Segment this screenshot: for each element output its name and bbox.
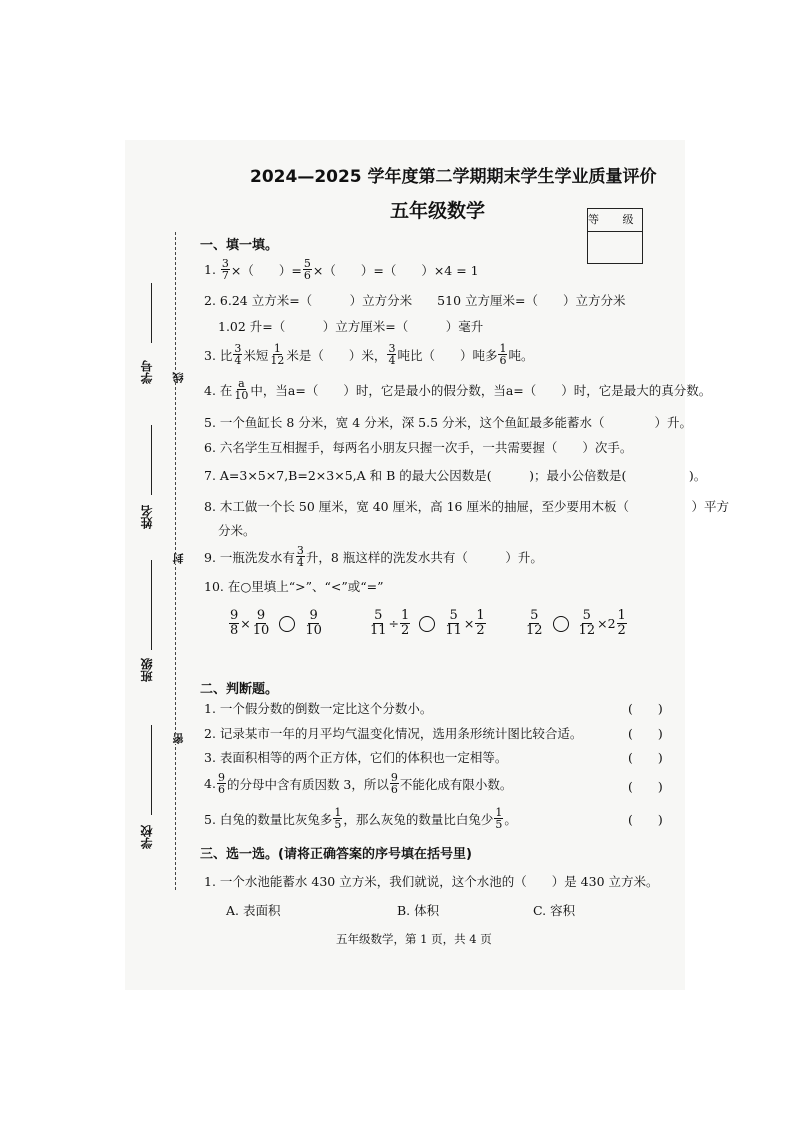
j4-fraction-2: [390, 772, 399, 795]
q10c-f3-numerator: 1: [617, 608, 626, 623]
j4-num: 4.: [204, 776, 216, 791]
q4-num: 4. 在: [204, 382, 233, 398]
q10b-f1-numerator: 5: [374, 608, 383, 623]
judge-4-answer[interactable]: ( ): [628, 779, 663, 794]
q10a-answer-circle[interactable]: [279, 616, 295, 632]
q10b-f2-denominator: 2: [401, 623, 410, 638]
question-2a: 2. 6.24 立方米=（ ）立方分米 510 立方厘米=（ ）立方分米: [204, 293, 626, 308]
q3-fraction-1: [233, 343, 242, 366]
choice-1-option-b[interactable]: B. 体积: [397, 903, 440, 918]
q10c-operator: ×2: [597, 616, 616, 631]
question-9: [204, 545, 543, 568]
j4-f1-numerator: 9: [217, 771, 225, 784]
judge-2-answer[interactable]: ( ): [628, 726, 663, 741]
grade-box: [587, 208, 643, 264]
q9-rest: 升，8 瓶这样的洗发水共有（ ）升。: [305, 549, 543, 565]
student-id-line: [151, 283, 152, 343]
q3-text-3: 吨比（ ）吨多: [397, 347, 498, 363]
j4-text-2: 不能化成有限小数。: [399, 776, 513, 792]
j5-fraction-2: [494, 807, 503, 830]
section-2-heading: 二、判断题。: [200, 682, 279, 697]
q10a-f2-denominator: 10: [252, 623, 270, 638]
school-line: [151, 725, 152, 815]
q10b-fraction-4: [475, 609, 485, 638]
choice-1-option-c[interactable]: C. 容积: [533, 903, 576, 918]
q10a-operator: ×: [240, 616, 251, 631]
q10b-f2-numerator: 1: [401, 608, 410, 623]
question-6: 6. 六名学生互相握手，每两名小朋友只握一次手，一共需要握（ ）次手。: [204, 440, 633, 455]
question-7: 7. A=3×5×7,B=2×3×5,A 和 B 的最大公因数是( )；最小公倍数是( )。: [204, 468, 707, 483]
judge-5: [204, 807, 517, 830]
q10a-f3-numerator: 9: [309, 608, 318, 623]
q10c-f1-denominator: 12: [526, 623, 543, 638]
q10a-fraction-1: [229, 609, 239, 638]
q10a-f1-denominator: 8: [230, 623, 239, 638]
q10-compare-b: [368, 609, 487, 638]
judge-3: 3. 表面积相等的两个正方体，它们的体积也一定相等。: [204, 750, 508, 765]
q10b-f3-denominator: 11: [445, 623, 462, 638]
j5-text-2: ，那么灰兔的数量比白兔少: [343, 811, 494, 827]
q10a-f3-denominator: 10: [305, 623, 322, 638]
q3-fraction-4: [498, 343, 507, 366]
q4-fraction: [233, 378, 249, 401]
q10b-f1-denominator: 11: [370, 623, 387, 638]
judge-2: 2. 记录某市一年的月平均气温变化情况，选用条形统计图比较合适。: [204, 726, 583, 741]
class-label: 班级: [140, 658, 154, 682]
student-id-label: 学号: [140, 360, 154, 384]
q1-f2-denominator: 6: [303, 269, 311, 282]
question-1: [204, 258, 479, 281]
j5-f1-denominator: 5: [334, 818, 342, 831]
q9-f-denominator: 4: [296, 556, 304, 569]
question-8a: 8. 木工做一个长 50 厘米，宽 40 厘米，高 16 厘米的抽屉，至少要用木板（ ）平方: [204, 499, 729, 514]
judge-4: [204, 772, 512, 795]
q1-num: 1.: [204, 262, 216, 277]
q10b-f3-numerator: 5: [449, 608, 458, 623]
q10a-f1-numerator: 9: [230, 608, 239, 623]
q10b-fraction-1: [369, 609, 388, 638]
q1-mid: ×（ ）=: [230, 262, 302, 278]
question-2b: 1.02 升=（ ）立方厘米=（ ）毫升: [218, 319, 484, 334]
q3-text-1: 米短: [243, 347, 269, 363]
j4-f1-denominator: 6: [217, 783, 225, 796]
q1-fraction-2: [303, 258, 312, 281]
q3-num: 3. 比: [204, 347, 233, 363]
q10c-f2-denominator: 12: [578, 623, 596, 638]
seal-mark-seal: 封: [172, 553, 185, 564]
q3-f1-denominator: 4: [234, 354, 242, 367]
j5-f2-denominator: 5: [495, 818, 503, 831]
q10-compare-a: [228, 609, 324, 638]
class-line: [151, 560, 152, 650]
judge-3-answer[interactable]: ( ): [628, 750, 663, 765]
q10c-fraction-3: [617, 609, 627, 638]
q10c-fraction-2: [578, 609, 597, 638]
j4-f2-numerator: 9: [390, 771, 398, 784]
q3-f3-denominator: 4: [388, 354, 396, 367]
exam-subtitle: 五年级数学: [390, 200, 486, 222]
q3-f4-numerator: 1: [499, 342, 507, 355]
q10b-operator: ÷: [388, 616, 400, 631]
page-footer: 五年级数学，第 1 页，共 4 页: [336, 932, 492, 946]
q10a-fraction-3: [304, 609, 323, 638]
question-10: 10. 在○里填上“>”、“<”或“=”: [204, 579, 384, 594]
q4-f-numerator: a: [238, 377, 245, 390]
q1-fraction-1: [221, 258, 230, 281]
q10a-f2-numerator: 9: [256, 608, 266, 623]
j5-f1-numerator: 1: [334, 806, 342, 819]
section-3-heading: 三、选一选。(请将正确答案的序号填在括号里): [200, 847, 472, 862]
q10a-fraction-2: [252, 609, 271, 638]
j4-f2-denominator: 6: [390, 783, 398, 796]
q4-f-denominator: 10: [234, 389, 249, 402]
q10b-f4-denominator: 2: [476, 623, 485, 638]
question-4: [204, 378, 711, 401]
q3-text-2: 米是（ ）米，: [286, 347, 387, 363]
name-label: 姓名: [140, 505, 154, 529]
q10c-answer-circle[interactable]: [553, 616, 569, 632]
choice-1: 1. 一个水池能蓄水 430 立方米，我们就说，这个水池的（ ）是 430 立方米。: [204, 874, 659, 889]
question-3: [204, 343, 533, 366]
q3-fraction-3: [387, 343, 396, 366]
q1-f1-denominator: 7: [221, 269, 229, 282]
q3-f4-denominator: 6: [499, 354, 507, 367]
j4-text-1: 的分母中含有质因数 3，所以: [226, 776, 389, 792]
q10b-answer-circle[interactable]: [419, 616, 435, 632]
j5-text-3: 。: [504, 811, 517, 827]
q1-f1-numerator: 3: [221, 257, 229, 270]
j5-f2-numerator: 1: [495, 806, 503, 819]
q3-fraction-2: [269, 343, 285, 366]
j5-fraction-1: [333, 807, 342, 830]
q3-f2-numerator: 1: [273, 342, 281, 355]
q3-f1-numerator: 3: [234, 342, 242, 355]
q10b-fraction-2: [400, 609, 410, 638]
question-8b: 分米。: [218, 523, 256, 538]
q9-fraction: [296, 545, 305, 568]
choice-1-option-a[interactable]: A. 表面积: [226, 903, 281, 918]
q1-f2-numerator: 5: [303, 257, 311, 270]
q10b-operator-2: ×: [463, 616, 475, 631]
q9-num: 9. 一瓶洗发水有: [204, 549, 295, 565]
school-label: 学校: [140, 825, 154, 849]
q10c-f3-denominator: 2: [617, 623, 626, 638]
q9-f-numerator: 3: [296, 544, 304, 557]
q10b-f4-numerator: 1: [476, 608, 485, 623]
q3-text-4: 吨。: [508, 347, 534, 363]
judge-5-answer[interactable]: ( ): [628, 812, 663, 827]
exam-title: 2024—2025 学年度第二学期期末学生学业质量评价: [250, 167, 657, 187]
q10-compare-c: [524, 609, 628, 638]
judge-1-answer[interactable]: ( ): [628, 701, 663, 716]
q4-rest: 中，当a=（ ）时，它是最小的假分数，当a=（ ）时，它是最大的真分数。: [250, 382, 712, 398]
q3-f3-numerator: 3: [388, 342, 396, 355]
grade-box-label: 等 级: [588, 209, 642, 232]
q10b-fraction-3: [444, 609, 463, 638]
q10c-f1-numerator: 5: [530, 608, 539, 623]
q10c-fraction-1: [525, 609, 544, 638]
section-1-heading: 一、填一填。: [200, 238, 279, 253]
seal-mark-secret: 密: [172, 733, 185, 744]
j4-fraction-1: [217, 772, 226, 795]
j5-text-1: 5. 白兔的数量比灰兔多: [204, 811, 333, 827]
judge-1: 1. 一个假分数的倒数一定比这个分数小。: [204, 701, 433, 716]
q1-rest: ×（ ）=（ ）×4 = 1: [312, 262, 479, 278]
question-5: 5. 一个鱼缸长 8 分米，宽 4 分米，深 5.5 分米，这个鱼缸最多能蓄水（ ）升。: [204, 415, 693, 430]
seal-mark-line: 线: [172, 372, 185, 383]
name-line: [151, 425, 152, 495]
q10c-f2-numerator: 5: [582, 608, 591, 623]
q3-f2-denominator: 12: [270, 354, 285, 367]
